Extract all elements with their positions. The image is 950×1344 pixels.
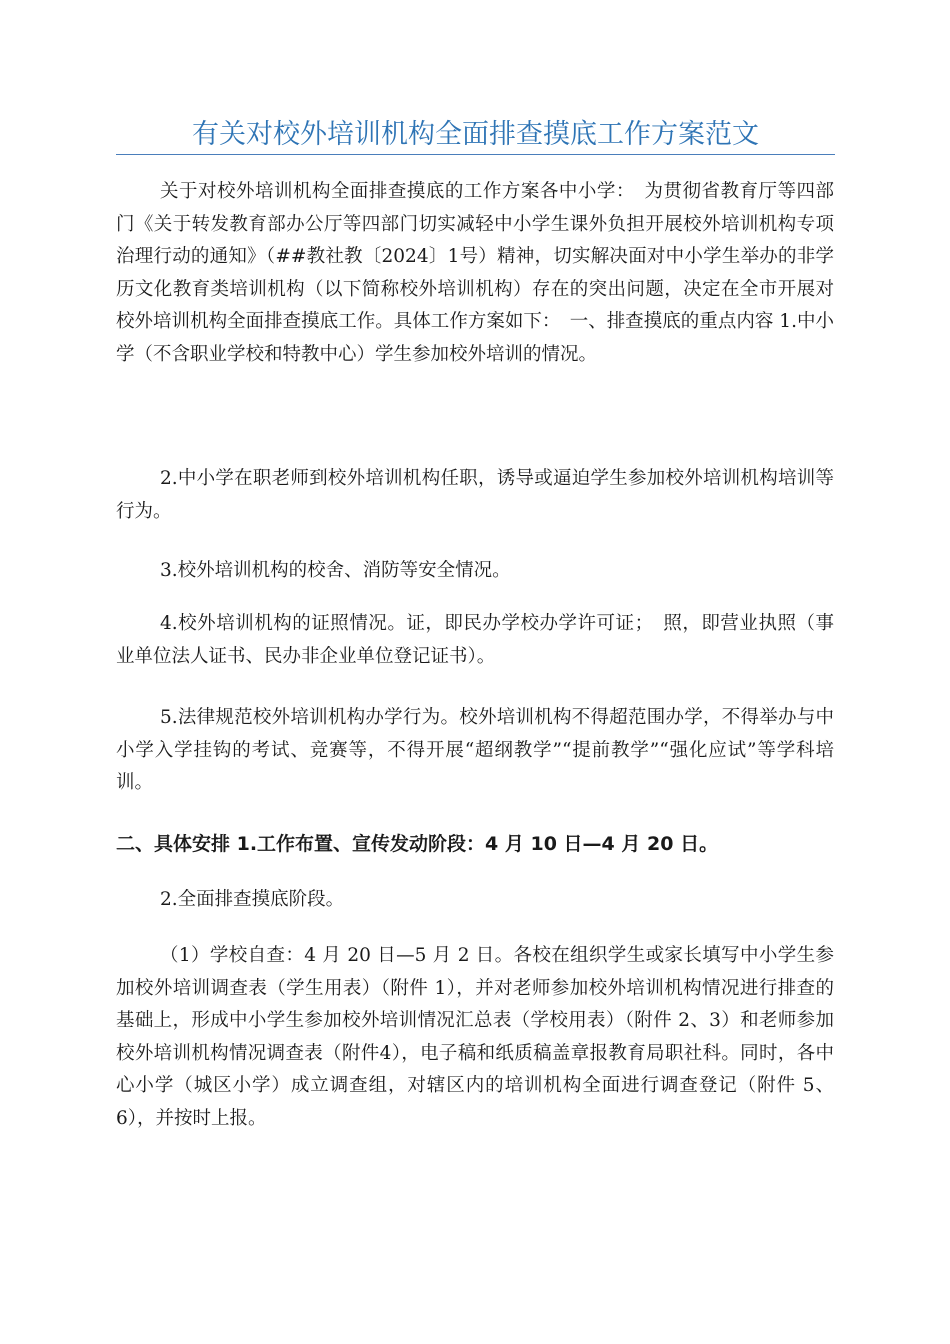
paragraph-intro: 关于对校外培训机构全面排查摸底的工作方案各中小学： 为贯彻省教育厅等四部门《关于转发教育部办公厅等四部门切实减轻中小学生课外负担开展校外培训机构专项治理行动的通知》（##教社教〔2024〕1号）精神，切实解决面对中小学生举办的非学历文化教育类培训机构（以下简称校外培训机构）存在的突出问题，决定在全市开展对校外培训机构全面排查摸底工作。具体工作方案如下： 一、排查摸底的重点内容 1.中小学（不含职业学校和特教中心）学生参加校外培训的情况。: [116, 181, 834, 365]
paragraph-item-5: 5.法律规范校外培训机构办学行为。校外培训机构不得超范围办学，不得举办与中小学入学挂钩的考试、竞赛等，不得开展“超纲教学”“提前教学”“强化应试”等学科培训。: [116, 707, 834, 793]
paragraph-item-3: 3.校外培训机构的校舍、消防等安全情况。: [160, 560, 511, 581]
document-title: 有关对校外培训机构全面排查摸底工作方案范文: [192, 119, 759, 150]
paragraph-school-self-check: （1）学校自查：4 月 20 日—5 月 2 日。各校在组织学生或家长填写中小学生参加校外培训调查表（学生用表）（附件 1），并对老师参加校外培训机构情况进行排查的基础上，形成中小学生参加校外培训情况汇总表（学校用表）（附件 2、3）和老师参加校外培训机构情况调查表（附件4），电子稿和纸质稿盖章报教育局职社科。同时，各中心小学（城区小学）成立调查组，对辖区内的培训机构全面进行调查登记（附件 5、6），并按时上报。: [116, 945, 834, 1129]
paragraph-stage-2: 2.全面排查摸底阶段。: [160, 889, 345, 910]
title-underline: [116, 154, 835, 155]
section-heading-arrangement: 二、具体安排 1.工作布置、宣传发动阶段：4 月 10 日—4 月 20 日。: [116, 833, 719, 855]
paragraph-item-4: 4.校外培训机构的证照情况。证，即民办学校办学许可证； 照，即营业执照（事业单位法人证书、民办非企业单位登记证书）。: [116, 613, 834, 667]
paragraph-item-2: 2.中小学在职老师到校外培训机构任职，诱导或逼迫学生参加校外培训机构培训等行为。: [116, 468, 834, 522]
